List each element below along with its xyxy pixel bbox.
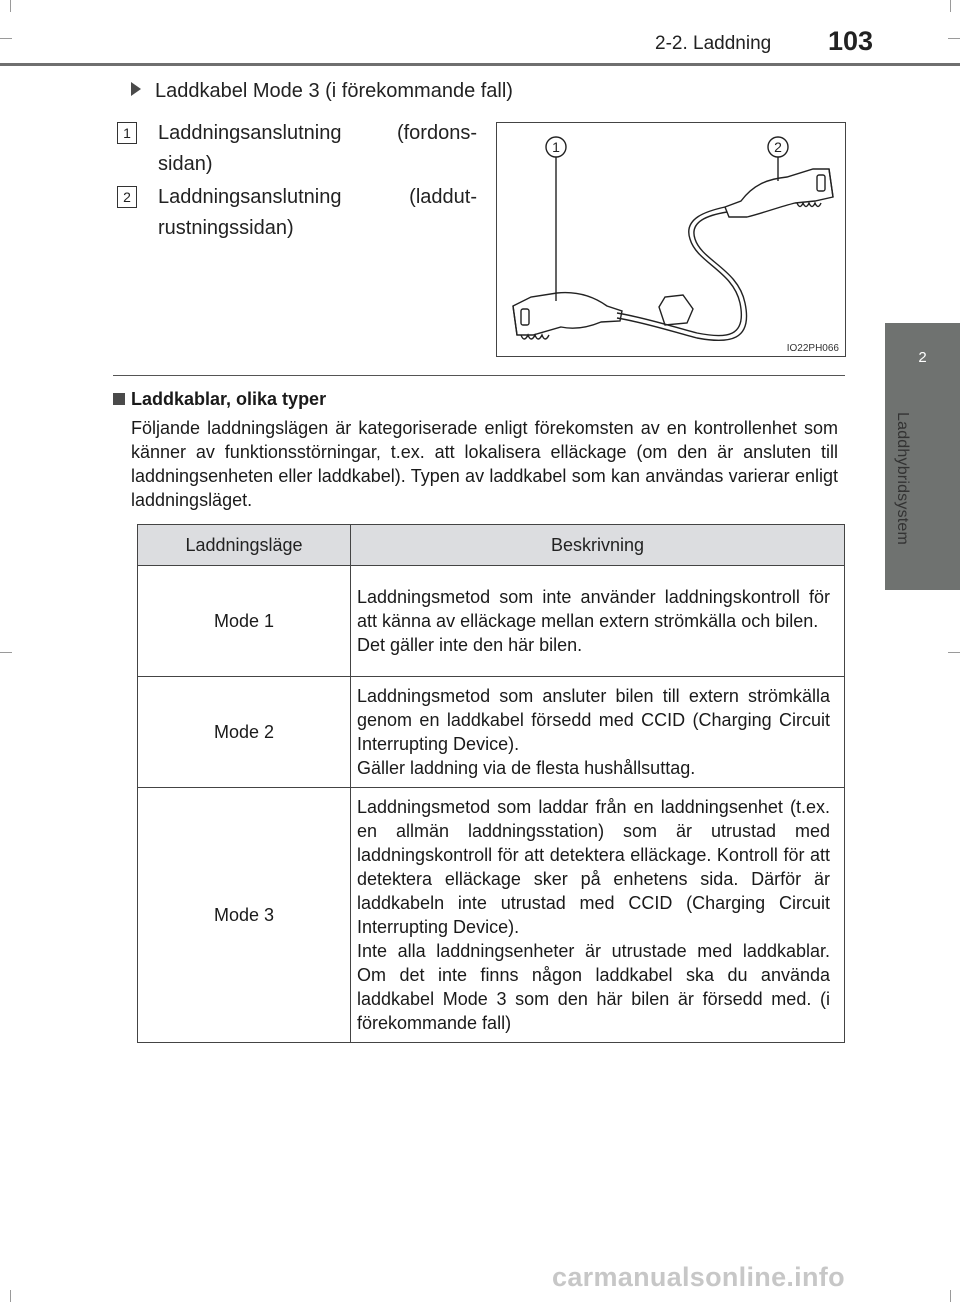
equipment-connector-pin [817, 175, 825, 191]
watermark: carmanualsonline.info [552, 1262, 845, 1292]
description-cell [351, 788, 845, 1043]
cable-illustration [496, 122, 846, 357]
cable-heading [131, 80, 513, 103]
table-row [138, 677, 845, 788]
legend-number-2: 2 [117, 186, 137, 208]
legend-text-1-line2: sidan) [158, 153, 213, 175]
cable-line-outer [617, 212, 747, 340]
section-label: 2-2. Laddning [655, 33, 772, 54]
vehicle-connector-pin [521, 309, 529, 325]
table-row [138, 566, 845, 677]
crop-mark [950, 0, 951, 12]
charging-modes-table [137, 524, 845, 1043]
column-header-mode: Laddningsläge [138, 525, 351, 566]
mode-cell: Mode 3 [138, 788, 351, 1043]
crop-mark [948, 38, 960, 39]
mode-cell: Mode 2 [138, 677, 351, 788]
description-line: Laddningsmetod som laddar från en laddningsenhet (t.ex. en allmän laddningsstation) som är utrustad med laddningskontroll för att detektera elläckage. Kontroll för att detektera elläckage sker på enhetens sida. Därför är laddkabeln inte utrustad med CCID (Charging Circuit Interrupting Device). [357, 797, 830, 937]
crop-mark [0, 38, 12, 39]
cable-types-heading [113, 389, 326, 410]
cable-types-heading-text: Laddkablar, olika typer [131, 389, 327, 409]
legend-text-1-line1: Laddningsanslutning (fordons- [158, 122, 477, 144]
vehicle-connector-face [513, 306, 517, 335]
charging-cable-drawing [497, 123, 845, 356]
legend-item-1 [117, 118, 477, 180]
mode-cell: Mode 1 [138, 566, 351, 677]
crop-mark [950, 1290, 951, 1302]
control-box-shape [659, 295, 693, 325]
table-row [138, 788, 845, 1043]
description-cell [351, 566, 845, 677]
legend-number-1: 1 [117, 122, 137, 144]
crop-mark [948, 652, 960, 653]
cable-line [617, 207, 741, 336]
crop-mark [10, 0, 11, 12]
column-header-description: Beskrivning [351, 525, 845, 566]
cable-heading-text: Laddkabel Mode 3 (i förekommande fall) [155, 80, 513, 102]
legend-text-2-line1: Laddningsanslutning (laddut- [158, 186, 477, 208]
description-line: Laddningsmetod som ansluter bilen till extern strömkälla genom en laddkabel försedd med CCID (Charging Circuit Interrupting Device). [357, 686, 830, 754]
cable-types-paragraph: Följande laddningslägen är kategoriserade enligt förekomsten av en kontrollenhet som känner av funktionsstörningar, t.ex. att lokalisera elläckage (om den är ansluten till laddningsenheten eller laddkabel). Typen av laddkabel som kan användas varierar enligt laddningsläget. [131, 418, 838, 510]
triangle-bullet-icon [131, 82, 141, 96]
description-line: Gäller laddning via de flesta hushållsuttag. [357, 758, 696, 778]
description-line: Det gäller inte den här bilen. [357, 635, 583, 655]
section-divider [113, 375, 845, 376]
chapter-title: Laddhybridsystem [894, 412, 911, 546]
callout-2-label: 2 [774, 139, 782, 155]
table-header-row [138, 525, 845, 566]
crop-mark [0, 652, 12, 653]
description-line: Laddningsmetod som inte använder laddningskontroll för att känna av elläckage mellan extern strömkälla och bilen. [357, 587, 830, 631]
legend-text-2-line2: rustningssidan) [158, 217, 294, 239]
header-rule [0, 63, 960, 66]
equipment-connector-face [829, 169, 833, 197]
chapter-tab: 2 [885, 323, 960, 393]
callout-1-label: 1 [552, 139, 560, 155]
figure-code: IO22PH066 [786, 343, 839, 354]
square-bullet-icon [113, 393, 125, 405]
equipment-connector-grip [797, 203, 821, 207]
description-line: Inte alla laddningsenheter är utrustade med laddkablar. Om det inte finns någon laddkabel ska du använda laddkabel Mode 3 som den här bilen är försedd med. (i förekommande fall) [357, 941, 830, 1033]
crop-mark [10, 1290, 11, 1302]
legend-item-2 [117, 182, 477, 244]
description-cell [351, 677, 845, 788]
page-number: 103 [828, 26, 874, 56]
